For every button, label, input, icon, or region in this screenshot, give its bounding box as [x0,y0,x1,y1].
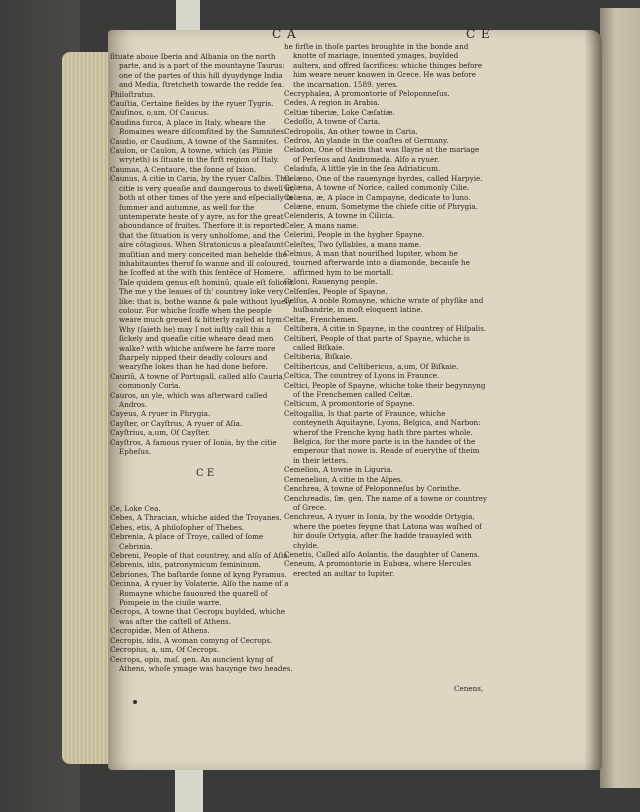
dictionary-entry: Celtica, The countrey of Lyons in Fraunce. [284,371,440,381]
dictionary-entry: Cauſtia, Certaine fieldes by the ryuer Tygris. [110,99,274,109]
dictionary-entry: Cayſter, or Cayſtrus, A ryuer of Aſia. [110,418,243,428]
dictionary-entry: Celæna, A towne of Norice, called commonly Cilie. [284,183,470,193]
dictionary-entry: Cemenelion, A citie in the Alpes. [284,474,403,484]
dictionary-entry: Celæno, One of the rauenynge byrdes, called Harpyie. [284,173,483,183]
dictionary-entry: Celſus, A noble Romayne, whiche wrate of phyſike and huſbandrie, in moſt eloquent latine. [284,295,484,315]
ink-mark [133,700,137,704]
column-right [284,42,488,578]
dictionary-entry: Cayſtros, A famous ryuer of Ionia, by the citie Epheſus. [110,437,277,457]
dictionary-entry: Cedes, A region in Arabia. [284,98,380,108]
dictionary-entry: Cauſinos, o,um, Of Caucus. [110,108,210,118]
dictionary-entry: Celoni, Rauenyng people. [284,277,378,287]
column-left-lower [110,504,296,673]
dictionary-entry: Cenchreus, A ryuer in Ionia, by the woodde Ortygia, where the poetes feygne that Latona was waſhed of hir douſe Ortygia, after ſhe hadde trauayled with chylde. [284,512,482,550]
dictionary-entry: Celmus, A man that nouriſhed Iupiter, whom he tourned afterwarde into a diamonde, becauſe he affirmed hym to be mortall. [284,248,470,277]
dictionary-entry: Cenchreadis, ſæ. gen. The name of a towne or countrey of Grece. [284,493,488,512]
running-head-right: C E [466,27,491,41]
dictionary-entry: Celtiberia, Biſkaie. [284,352,353,362]
dictionary-entry: Caudina furca, A place in Italy, wheare the Romaines weare diſcomfited by the Samnites. [110,117,287,137]
dictionary-entry: Cebriones, The baſtarde ſonne of kyng Pyramus. [110,569,287,579]
dictionary-entry: Celæne, enum, Sometyme the chiefe citie of Phrygia. [284,201,478,211]
dictionary-entry: Cecrops, opis, maſ. gen. An auncient kyng of Athens, whoſe ymage was hauynge two heades. [110,654,293,673]
book-fore-edge [62,52,114,764]
dictionary-entry: Celſenſes, People of Spayne. [284,286,388,296]
dictionary-entry: Celtogallia, Is that parte of Fraunce, whiche conteyneth Aquitayne, Lyons, Belgica, and Narbon: wherof the Frenche kyng hath thre partes whole. Belgica, for the more parte is in the handes of the emperour that nowe is. Reade of euerythe of theim in their letters. [284,408,481,465]
dictionary-entry: Cedoſſo, A towne of Caria. [284,117,381,127]
dictionary-entry: Celtibera, A citie in Spayne, in the countrey of Hiſpalis. [284,324,487,334]
dictionary-entry: Philoſtratus. [110,89,156,99]
dictionary-entry: Cemelion, A towne in Liguria. [284,465,393,475]
column-left [110,52,296,456]
dictionary-entry: Cauros, an yle, which was afterward called Andros. [110,390,268,410]
dictionary-entry: Cecryphalea, A promontorie of Peloponneſus. [284,89,450,99]
dictionary-entry: Cedropolis, An other towne in Caria. [284,126,418,136]
dictionary-entry: Ceneum, A promontorie in Eubœa, where Hercules erected an aultar to Iupiter. [284,559,472,578]
section-head-ce: C E [196,468,215,479]
dictionary-entry: Caunus, A citie in Caria, by the ryuer Calbis. This citie is very queaſie and daungerous to dwell in, both at other times of the yere and eſpecially in ſummer and autumne, as well for the untemperate heate of y ayre, as for the great aboundance of fruites. Therfore it is reported that the ſituation is very unholſome, and the aire côtagious. When Stratonicus a pleaſaunt muſitian and mery conceited man behelde the inhabitauntes therof ſo wanne and ill coloured, he ſcoffed at the with this ſentēce of Homere, Tale quidem genus eſt hominū, quale eſt foliorū. The me y the leaues of th' countrey loke very like: that is, bothe wanne & pale without lyuely colour. For whiche ſcoffe when the people weare much greued & bitterly rayled at hym: Why (ſaieth he) may I not iuſtly call this a ſickely and queaſie citie wheare dead men walke? with whiche anſwere he farre more ſharpely nipped their deadly colours and wearyſhe lokes than he had done before. [110,174,295,372]
dictionary-entry: Celer, A mans name. [284,220,359,230]
dictionary-entry: Cecropius, a, um, Of Cecrops. [110,645,220,655]
dictionary-entry: Celtici, People of Spayne, whiche toke their begynnyng of the Frenchemen called Celtæ. [284,380,486,400]
dictionary-entry: Cecropis, idis, A woman comyng of Cecrops. [110,635,273,645]
dictionary-entry: Cecinna, A ryuer by Volaterie. Alſo the name of a Romayne whiche fauoured the quarell of Pompeie in the ciuile warre. [110,579,289,608]
dictionary-entry: Celadufa, A little yle in the ſea Adriaticum. [284,164,441,174]
dictionary-entry: Celenderis, A towne in Cilicia. [284,211,395,221]
dictionary-entry: Celæna, æ, A place in Campayne, dedicate to Iuno. [284,192,471,202]
dictionary-entry: Cenetis, Called alſo Aolantis, the daughter of Canens. [284,549,480,559]
scale-ruler-bottom [175,770,203,812]
dictionary-entry: he firſte in thoſe partes broughte in the bonde and knotte of mariage, inuented ymages, buylded aulters, and offred ſacrifices: whiche thinges before him weare neuer knowen in Grece. He was before the incarnation. 1589. yeres. [284,42,483,89]
dictionary-entry: Cedros, An ylande in the coaſtes of Germany. [284,136,449,146]
dictionary-entry: Celtæ, Frenchemen. [284,314,359,324]
dictionary-entry: Caulon, or Caulon, A towne, which (as Plinie wryteth) is ſituate in the firſt region of Italy. [110,146,279,165]
dictionary-entry: Celtiberi, People of that parte of Spayne, whiche is called Biſkaie. [284,333,470,352]
dictionary-entry: Celtiæ tiberiæ, Loke Cæſatiæ. [284,107,395,117]
dictionary-entry: Celtibericus, and Celtibericus, a,um, Of Biſkaie. [284,361,459,371]
dictionary-entry: Cauriũ, A towne of Portugall, called alſo Cauria, commonly Coria. [110,371,286,391]
dictionary-entry: Ce, Loke Cea. [110,504,161,513]
dictionary-entry: Cecropidæ, Men of Athens. [110,626,210,636]
running-head-left: C A [272,27,297,41]
dictionary-entry: Cayſtrius, a,um, Of Cayſter. [110,428,211,438]
dictionary-entry: Caudio, or Caudium, A towne of the Samnites. [110,136,279,146]
dictionary-entry: Celerini, People in the hygher Spayne. [284,230,425,240]
facing-page-edge [600,8,640,788]
dictionary-entry: Cebrenia, A place of Troye, called of ſome Cebrinia. [110,532,264,551]
catchword: Cenens, [454,684,484,693]
dictionary-entry: Celadon, One of theim that was ſlayne at the mariage of Perſeus and Andromeda. Alſo a ryuer. [284,145,480,164]
dictionary-entry: Cebreni, People of that countrey, and alſo of Aſia. [110,551,290,561]
dictionary-entry: Caumas, A Centaure, the ſonne of Ixion. [110,164,257,174]
dictionary-entry: Celticum, A promontorie of Spayne. [284,399,415,409]
dictionary-entry: Cebes, A Thracian, whiche aided the Troyanes. [110,513,282,523]
dictionary-entry: Cecrops, A towne that Cecrops buylded, whiche was after the caſtell of Athens. [110,607,286,626]
dictionary-entry: ſituate aboue Iberia and Albania on the north parte, and is a part of the mountayne Taurus: one of the partes of this hill dyuydynge India and Media, ſtretcheth towarde the redde ſea. [110,52,285,90]
dictionary-entry: Cayeus, A ryuer in Phrygia. [110,409,211,419]
dictionary-entry: Cenchrea, A towne of Peloponneſus by Corinthe. [284,484,462,494]
dictionary-entry: Celeſtes, Two ſyllables, a mans name. [284,239,422,249]
dictionary-entry: Cebrenis, idis, patronymicum femininum. [110,560,262,570]
page-gutter [584,30,602,770]
dictionary-entry: Cebes, etis, A philoſopher of Thebes. [110,522,245,532]
